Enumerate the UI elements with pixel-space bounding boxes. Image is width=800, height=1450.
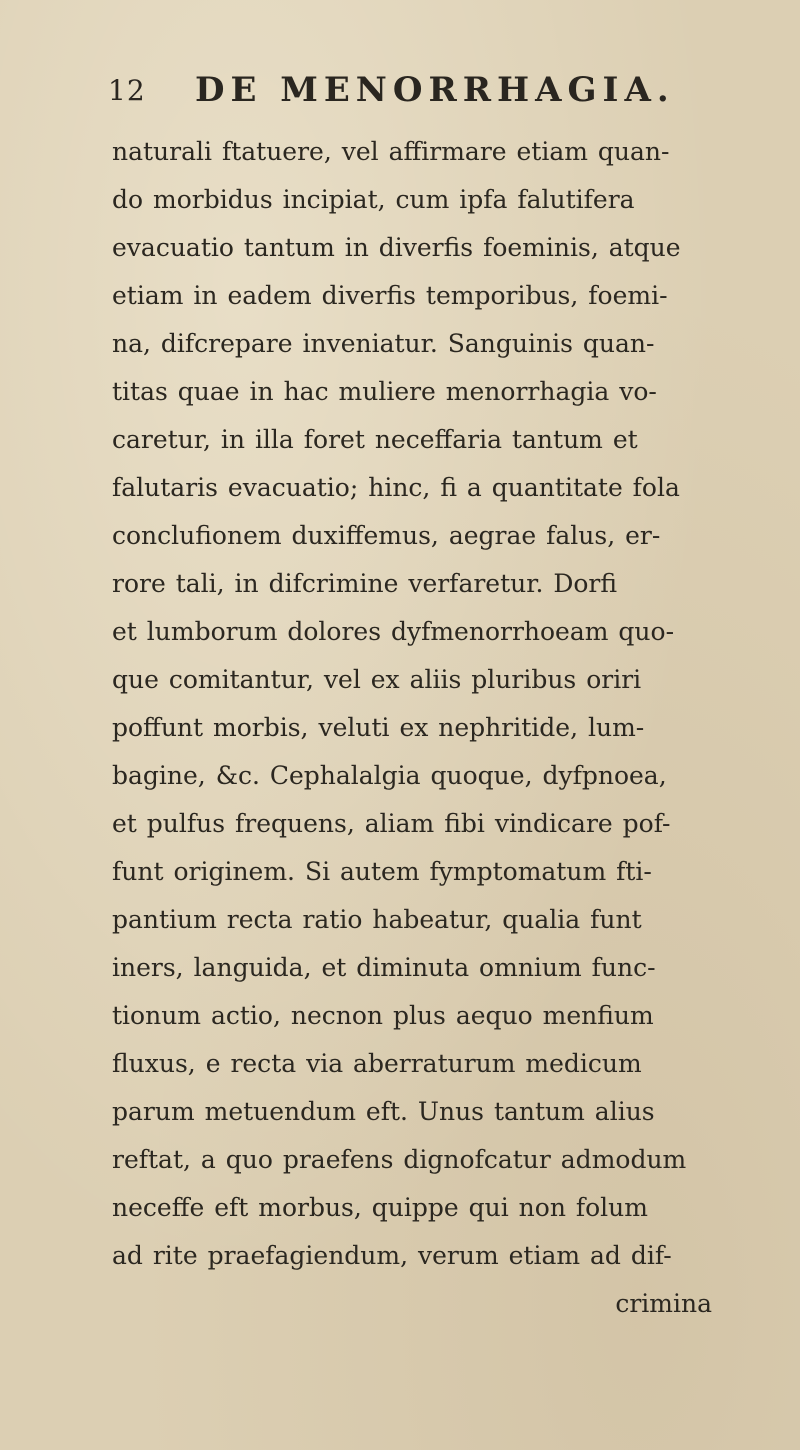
text-line: pantium recta ratio habeatur, qualia funt	[112, 905, 642, 934]
text-line: tionum actio, necnon plus aequo menfium	[112, 1001, 654, 1030]
text-line: neceffe eft morbus, quippe qui non folum	[112, 1193, 648, 1222]
page-header	[108, 70, 675, 120]
text-line: na, difcrepare inveniatur. Sanguinis quan-	[112, 329, 655, 358]
text-line: do morbidus incipiat, cum ipfa falutifera	[112, 185, 635, 214]
text-line: titas quae in hac muliere menorrhagia vo-	[112, 377, 657, 406]
text-line: poffunt morbis, veluti ex nephritide, lum-	[112, 713, 645, 742]
text-line: naturali ftatuere, vel affirmare etiam quan-	[112, 137, 670, 166]
text-line: fluxus, e recta via aberraturum medicum	[112, 1049, 642, 1078]
text-line: que comitantur, vel ex aliis pluribus oriri	[112, 665, 642, 694]
text-line: reftat, a quo praefens dignofcatur admodum	[112, 1145, 687, 1174]
text-line: caretur, in illa foret neceffaria tantum et	[112, 425, 638, 454]
text-line: et pulfus frequens, aliam fibi vindicare pof-	[112, 809, 671, 838]
text-line: bagine, &c. Cephalalgia quoque, dyfpnoea,	[112, 761, 667, 790]
text-line: parum metuendum eft. Unus tantum alius	[112, 1097, 655, 1126]
text-line: conclufionem duxiffemus, aegrae falus, er-	[112, 521, 661, 550]
text-line: et lumborum dolores dyfmenorrhoeam quo-	[112, 617, 675, 646]
page-number: 12	[108, 74, 146, 107]
body-text	[112, 128, 712, 1328]
text-line: evacuatio tantum in diverfis foeminis, atque	[112, 233, 681, 262]
catchword-line: crimina	[615, 1289, 712, 1318]
running-head: DE MENORRHAGIA.	[195, 70, 675, 110]
text-line: ad rite praefagiendum, verum etiam ad dif-	[112, 1241, 672, 1270]
text-line: rore tali, in difcrimine verfaretur. Dorfi	[112, 569, 618, 598]
text-line: falutaris evacuatio; hinc, fi a quantitate fola	[112, 473, 680, 502]
text-line: funt originem. Si autem fymptomatum fti-	[112, 857, 652, 886]
text-line: etiam in eadem diverfis temporibus, foemi-	[112, 281, 668, 310]
text-line: iners, languida, et diminuta omnium func-	[112, 953, 656, 982]
